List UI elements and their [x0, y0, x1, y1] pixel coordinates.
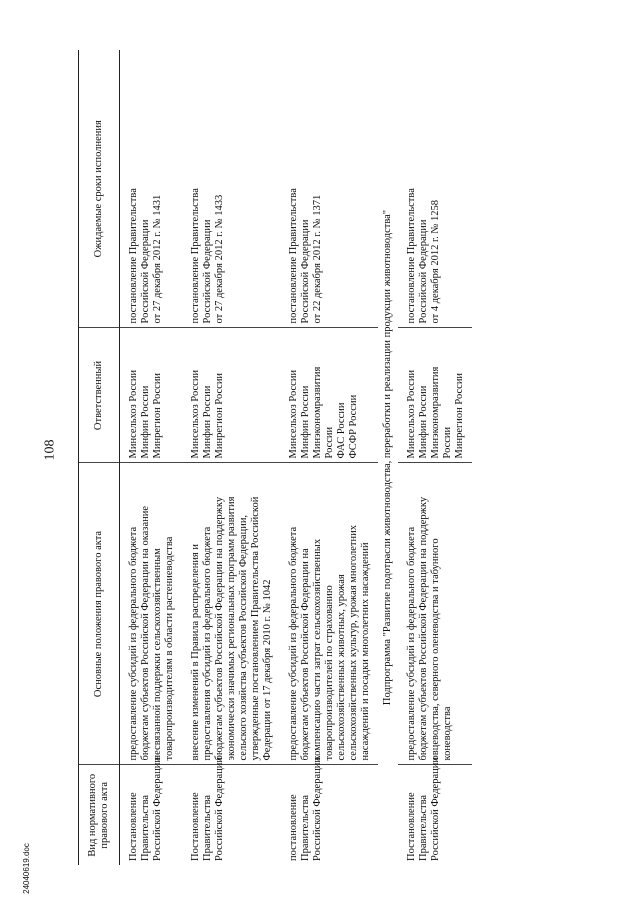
subprogram-title: Подпрограмма "Развитие подотрасли животноводства, переработки и реализации продукции животноводства" — [382, 209, 393, 706]
cell-line: бюджетам субъектов Российской Федерации на оказание — [140, 505, 151, 761]
deadline-cell — [120, 50, 183, 328]
rotated-page-content — [78, 20, 618, 885]
provisions-cell — [182, 463, 280, 765]
cell-line: сельскохозяйственных культур, урожая многолетних — [348, 525, 359, 761]
cell-line: предоставления субсидий из федерального бюджета — [202, 526, 213, 761]
cell-line: Минрегион России — [214, 372, 225, 459]
cell-line: Правительства — [300, 794, 311, 861]
cell-line: Российской Федерации — [418, 219, 429, 324]
cell-line: внесение изменений в Правила распределения и — [190, 543, 201, 761]
cell-line: Минэкономразвития — [430, 366, 441, 459]
cell-line: от 22 декабря 2012 г. № 1371 — [312, 194, 323, 324]
act-type-cell — [398, 757, 472, 865]
cell-line: Минфин России — [140, 385, 151, 459]
act-type-cell — [120, 757, 183, 865]
cell-line: Минсельхоз России — [288, 369, 299, 459]
cell-line: Федерации от 17 декабря 2010 г. № 1042 — [262, 579, 273, 761]
table-row — [120, 50, 183, 865]
header-deadline: Ожидаемые сроки исполнения — [79, 50, 120, 328]
cell-line: сельскохозяйственных животных, урожая — [336, 574, 347, 761]
deadline-cell — [280, 50, 378, 328]
cell-line: Минфин России — [202, 385, 213, 459]
act-type-cell — [280, 757, 378, 865]
cell-line: Российской Федерации — [312, 757, 323, 861]
cell-line: Постановление — [190, 792, 201, 861]
cell-line: экономически значимых региональных программ развития — [226, 496, 237, 761]
cell-line: Минрегион России — [454, 372, 465, 459]
cell-line: Российской Федерации — [430, 757, 441, 861]
cell-line: России — [442, 426, 453, 459]
header-provisions: Основные положения правового акта — [79, 463, 120, 765]
cell-line: Минрегион России — [152, 372, 163, 459]
cell-line: Правительства — [418, 794, 429, 861]
act-type-cell — [182, 757, 280, 865]
cell-line: ФАС России — [336, 402, 347, 459]
cell-line: постановление Правительства — [128, 188, 139, 324]
deadline-cell — [182, 50, 280, 328]
cell-line: Правительства — [140, 794, 151, 861]
cell-line: предоставление субсидий из федерального бюджета — [406, 526, 417, 761]
cell-line: постановление Правительства — [190, 188, 201, 324]
cell-line: Минфин России — [418, 385, 429, 459]
header-act-type: Вид нормативного правового акта — [79, 765, 120, 865]
cell-line: от 27 декабря 2012 г. № 1431 — [152, 194, 163, 324]
cell-line: Правительства — [202, 794, 213, 861]
cell-line: бюджетам субъектов Российской Федерации на поддержку — [418, 496, 429, 761]
cell-line: насаждений и посадки многолетних насаждений — [360, 542, 371, 761]
cell-line: сельского хозяйства субъектов Российской Федерации, — [238, 514, 249, 761]
cell-line: постановление Правительства — [288, 188, 299, 324]
table-header-row — [79, 50, 120, 865]
cell-line: Российской Федерации — [140, 219, 151, 324]
cell-line: постановление — [288, 794, 299, 861]
cell-line: от 27 декабря 2012 г. № 1433 — [214, 194, 225, 324]
cell-line: коневодства — [442, 706, 453, 761]
cell-line: предоставление субсидий из федерального бюджета — [288, 526, 299, 761]
document-filename: 24040619.doc — [21, 843, 31, 894]
responsible-cell — [398, 328, 472, 463]
cell-line: Российской Федерации — [300, 219, 311, 324]
table-row — [398, 50, 472, 865]
cell-line: ФСФР России — [348, 394, 359, 459]
cell-line: компенсацию части затрат сельскохозяйственных — [312, 538, 323, 761]
cell-line: Минсельхоз России — [406, 369, 417, 459]
responsible-cell — [120, 328, 183, 463]
header-responsible: Ответственный — [79, 328, 120, 463]
responsible-cell — [182, 328, 280, 463]
cell-line: овцеводства, северного оленеводства и табунного — [430, 538, 441, 761]
provisions-cell — [120, 463, 183, 765]
cell-line: бюджетам субъектов Российской Федерации на поддержку — [214, 496, 225, 761]
cell-line: товаропроизводителей по страхованию — [324, 585, 335, 761]
provisions-cell — [280, 463, 378, 765]
cell-line: Постановление — [128, 792, 139, 861]
table-row — [182, 50, 280, 865]
cell-line: постановление Правительства — [406, 188, 417, 324]
cell-line: товаропроизводителям в области растениеводства — [164, 536, 175, 761]
cell-line: Российской Федерации — [214, 757, 225, 861]
provisions-cell — [398, 463, 472, 765]
cell-line: Минсельхоз России — [128, 369, 139, 459]
subprogram-row — [378, 50, 398, 865]
deadline-cell — [398, 50, 472, 328]
cell-line: России — [324, 426, 335, 459]
cell-line: Российской Федерации — [152, 757, 163, 861]
cell-line: Постановление — [406, 792, 417, 861]
table-row — [280, 50, 378, 865]
cell-line: бюджетам субъектов Российской Федерации на — [300, 548, 311, 761]
legal-acts-table — [78, 50, 472, 865]
cell-line: Российской Федерации — [202, 219, 213, 324]
cell-line: Минэкономразвития — [312, 366, 323, 459]
cell-line: Минсельхоз России — [190, 369, 201, 459]
cell-line: предоставление субсидий из федерального бюджета — [128, 526, 139, 761]
page-number: 108 — [42, 439, 58, 461]
cell-line: от 4 декабря 2012 г. № 1258 — [430, 200, 441, 324]
responsible-cell — [280, 328, 378, 463]
cell-line: Минфин России — [300, 385, 311, 459]
cell-line: утвержденные постановлением Правительства Российской — [250, 496, 261, 761]
cell-line: несвязанной поддержки сельскохозяйственным — [152, 548, 163, 761]
